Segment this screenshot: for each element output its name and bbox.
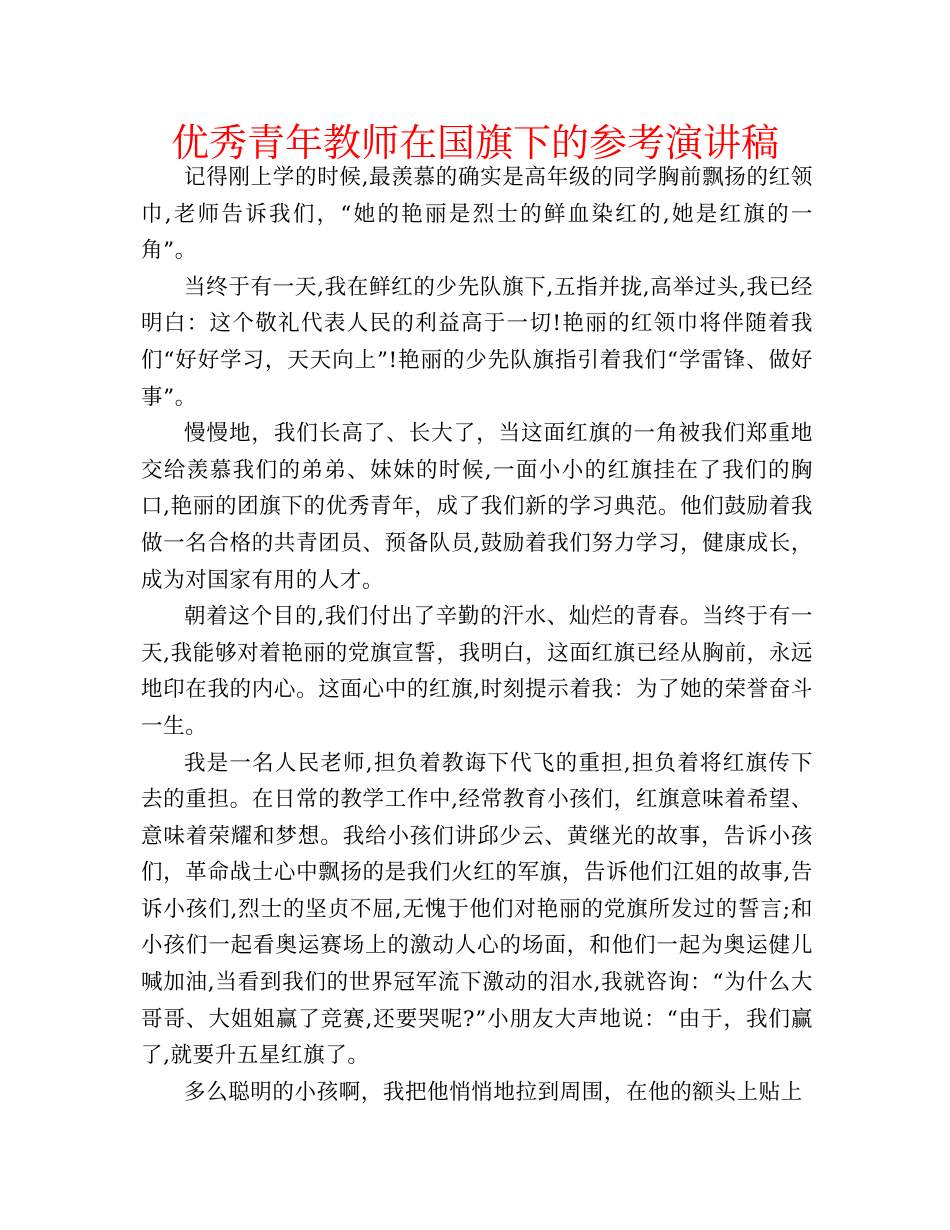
paragraph: 多么聪明的小孩啊，我把他悄悄地拉到周围，在他的额头上贴上 [184,1079,803,1105]
paragraph: 当终于有一天,我在鲜红的少先队旗下,五指并拢,高举过头,我已经明白：这个敬礼代表人民的利益高于一切!艳丽的红领巾将伴随着我们“好好学习，天天向上”!艳丽的少先队旗指引着我们“学雷锋、做好事”。 [141,274,813,410]
paragraph: 朝着这个目的,我们付出了辛勤的汗水、灿烂的青春。当终于有一天,我能够对着艳丽的党旗宣誓，我明白，这面红旗已经从胸前，永远地印在我的内心。这面心中的红旗,时刻提示着我：为了她的荣誉奋斗一生。 [141,604,813,739]
paragraph: 记得刚上学的时候,最羡慕的确实是高年级的同学胸前飘扬的红领巾,老师告诉我们，“她的艳丽是烈士的鲜血染红的,她是红旗的一角”。 [141,165,813,264]
paragraph: 我是一名人民老师,担负着教诲下代飞的重担,担负着将红旗传下去的重担。在日常的教学工作中,经常教育小孩们，红旗意味着希望、意味着荣耀和梦想。我给小孩们讲邱少云、黄继光的故事，告诉小孩们，革命战士心中飘扬的是我们火红的军旗，告诉他们江姐的故事,告诉小孩们,烈士的坚贞不屈,无愧于他们对艳丽的党旗所发过的誓言;和小孩们一起看奥运赛场上的激动人心的场面，和他们一起为奥运健儿喊加油,当看到我们的世界冠军流下激动的泪水,我就咨询：“为什么大哥哥、大姐姐赢了竞赛,还要哭呢?”小朋友大声地说：“由于，我们赢了,就要升五星红旗了。 [141,750,813,1069]
document-title: 优秀青年教师在国旗下的参考演讲稿 [170,121,779,165]
paragraph: 慢慢地，我们长高了、长大了，当这面红旗的一角被我们郑重地交给羡慕我们的弟弟、妹妹的时候,一面小小的红旗挂在了我们的胸口,艳丽的团旗下的优秀青年，成了我们新的学习典范。他们鼓励着我做一名合格的共青团员、预备队员,鼓励着我们努力学习，健康成长，成为对国家有用的人才。 [141,421,813,593]
document-body [141,160,813,1111]
